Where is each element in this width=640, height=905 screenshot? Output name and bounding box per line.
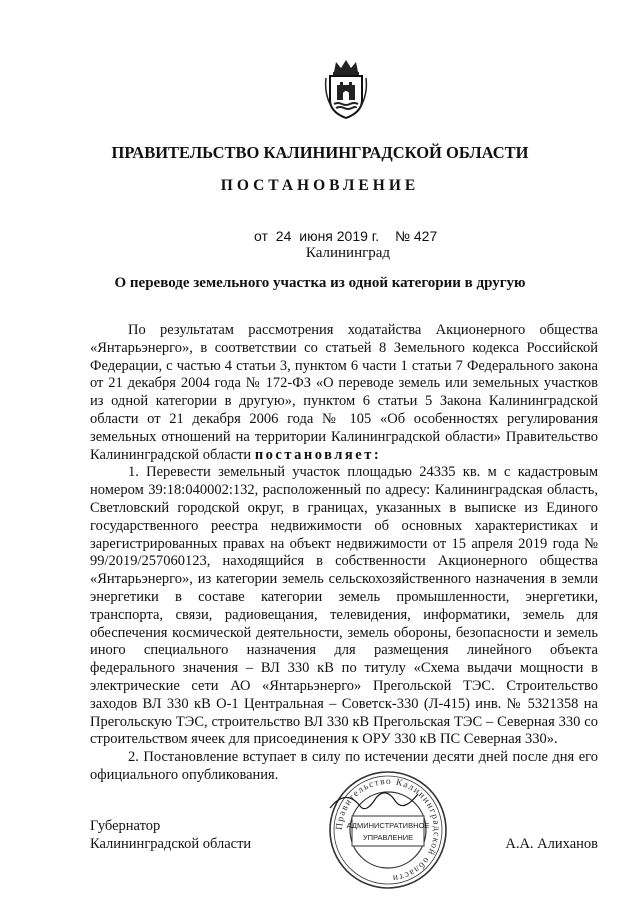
seal-center-line2: УПРАВЛЕНИЕ	[362, 833, 414, 842]
official-seal-stamp	[326, 768, 450, 892]
intro-text: По результатам рассмотрения ходатайства Акционерного общества «Янтарьэнерго», в соответствии со статьей 8 Земельного кодекса Российской Федерации, с частью 4 статьи 3, пунктом 6 части 1 статьи 7 Федерального закона от 21 декабря 2004 года № 172-ФЗ «О переводе земель или земельных участков из одной категории в другую», пунктом 6 статьи 5 Закона Калининградской области от 21 декабря 2006 года № 105 «Об особенностях регулирования земельных отношений на территории Калининградской области» Правительство Калининградской области	[90, 322, 598, 463]
signer-position-line2: Калининградской области	[90, 835, 252, 852]
item-1-paragraph: 1. Перевести земельный участок площадью 24335 кв. м с кадастровым номером 39:18:040002:132, расположенный по адресу: Калининградская область, Светловский городской округ, в границах, указанных в выписке из Единого государственного реестра недвижимости об основных характеристиках и зарегистрированных правах на объект недвижимости от 15 апреля 2019 года № 99/2019/257060123, находящийся в собственности Акционерного общества «Янтарьэнерго», из категории земель сельскохозяйственного назначения в земли энергетики в составе категории земель промышленности, энергетики, транспорта, связи, радиовещания, телевидения, информатики, земель для обеспечения космической деятельности, земель обороны, безопасности и земель иного специального назначения для размещения линейного объекта федерального значения – ВЛ 330 кВ по титулу «Схема выдачи мощности в электрические сети АО «Янтарьэнерго» Прегольской ТЭС. Строительство заходов ВЛ 330 кВ О-1 Центральная – Советск-330 (Л-415) инв. № 5321358 на Прегольскую ТЭС, строительство ВЛ 330 кВ Прегольская ТЭС – Северная 330 со строительством ячеек для присоединения к ОРУ 330 кВ ПС Северная 330».	[90, 464, 598, 748]
signer-position-line1: Губернатор	[90, 818, 161, 834]
document-type: ПОСТАНОВЛЕНИЕ	[220, 177, 420, 194]
government-title: ПРАВИТЕЛЬСТВО КАЛИНИНГРАДСКОЙ ОБЛАСТИ	[111, 143, 529, 162]
document-body	[90, 322, 598, 785]
item-2-paragraph: 2. Постановление вступает в силу по истечении десяти дней после дня его официального опубликования.	[90, 749, 598, 783]
decree-word: постановляет:	[254, 446, 382, 463]
seal-ring-text: Правительство Калининградской области	[334, 776, 442, 883]
city: Калининград	[305, 245, 391, 261]
date-prefix: от	[254, 228, 268, 244]
date-day: 24	[275, 228, 292, 244]
signer-name: А.А. Алиханов	[505, 836, 598, 852]
date-month-year: июня 2019 г.	[299, 228, 380, 244]
signer-position	[90, 818, 251, 854]
document-date-line	[254, 228, 441, 244]
intro-paragraph	[90, 322, 598, 464]
seal-center-line1: АДМИНИСТРАТИВНОЕ	[346, 821, 430, 830]
document-subject: О переводе земельного участка из одной категории в другую	[114, 275, 526, 291]
coat-of-arms-emblem	[322, 58, 370, 120]
document-number: № 427	[394, 228, 438, 244]
